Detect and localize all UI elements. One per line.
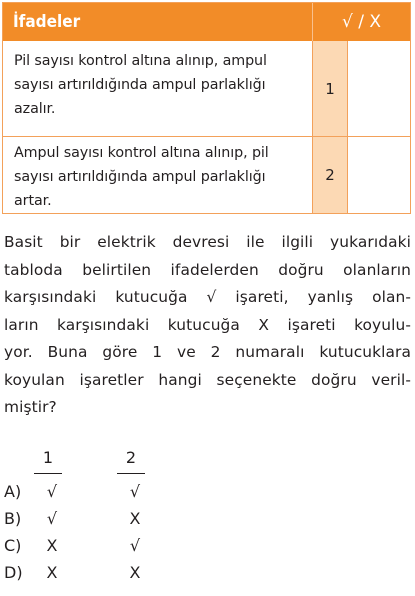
option-mark-1: X: [46, 563, 58, 582]
table-row: [3, 41, 410, 136]
statement-line: Pil sayısı kontrol altına alınıp, ampul: [14, 53, 267, 69]
answer-box: [348, 41, 410, 136]
question-line: koyulan işaretler hangi seçenekte doğru veril-: [4, 370, 411, 389]
question-text: [4, 229, 411, 422]
option-a[interactable]: [4, 482, 164, 508]
option-mark-2: X: [129, 563, 141, 582]
statement-line: Ampul sayısı kontrol altına alınıp, pil: [14, 145, 269, 161]
question-line: miştir?: [4, 398, 57, 416]
statement-number: 2: [325, 166, 335, 184]
option-c[interactable]: [4, 536, 164, 562]
option-letter: D): [4, 563, 23, 582]
table-header-mark: √ / X: [312, 3, 410, 41]
statement-line: sayısı artırıldığında ampul parlaklığı: [14, 169, 266, 185]
question-line: yor. Buna göre 1 ve 2 numaralı kutucuklara: [4, 343, 411, 361]
statement-number: 1: [325, 79, 335, 98]
option-mark-2: X: [129, 509, 141, 528]
statement-number-cell: [312, 137, 348, 213]
answer-box: [348, 137, 410, 213]
table-header: [3, 3, 410, 41]
option-letter: C): [4, 536, 22, 555]
statement-line: azalır.: [14, 101, 56, 117]
statement-line: sayısı artırıldığında ampul parlaklığı: [14, 77, 266, 93]
question-line: karşısındaki kutucuğa √ işareti, yanlış olan-: [4, 288, 411, 306]
statement-number-cell: [312, 41, 348, 136]
option-mark-1: √: [46, 509, 58, 528]
option-d[interactable]: [4, 563, 164, 589]
question-line: Basit bir elektrik devresi ile ilgili yukarıdaki: [4, 233, 411, 251]
table-row: [3, 136, 410, 213]
table-header-title: İfadeler: [13, 12, 81, 32]
statement-line: artar.: [14, 193, 52, 209]
option-column-header-2: 2: [119, 448, 143, 467]
option-mark-1: √: [46, 482, 58, 501]
statements-table: [2, 2, 411, 214]
question-line: ların karşısındaki kutucuğa X işareti koyulu-: [4, 315, 411, 334]
option-column-header-1: 1: [36, 448, 60, 467]
option-b[interactable]: [4, 509, 164, 535]
option-mark-2: √: [129, 482, 141, 501]
option-mark-2: √: [129, 536, 141, 555]
question-line: tabloda belirtilen ifadelerden doğru olanların: [4, 260, 411, 279]
option-letter: A): [4, 482, 22, 501]
statement-text: [14, 49, 306, 121]
option-mark-1: X: [46, 536, 58, 555]
option-letter: B): [4, 509, 22, 528]
statement-text: [14, 141, 306, 213]
